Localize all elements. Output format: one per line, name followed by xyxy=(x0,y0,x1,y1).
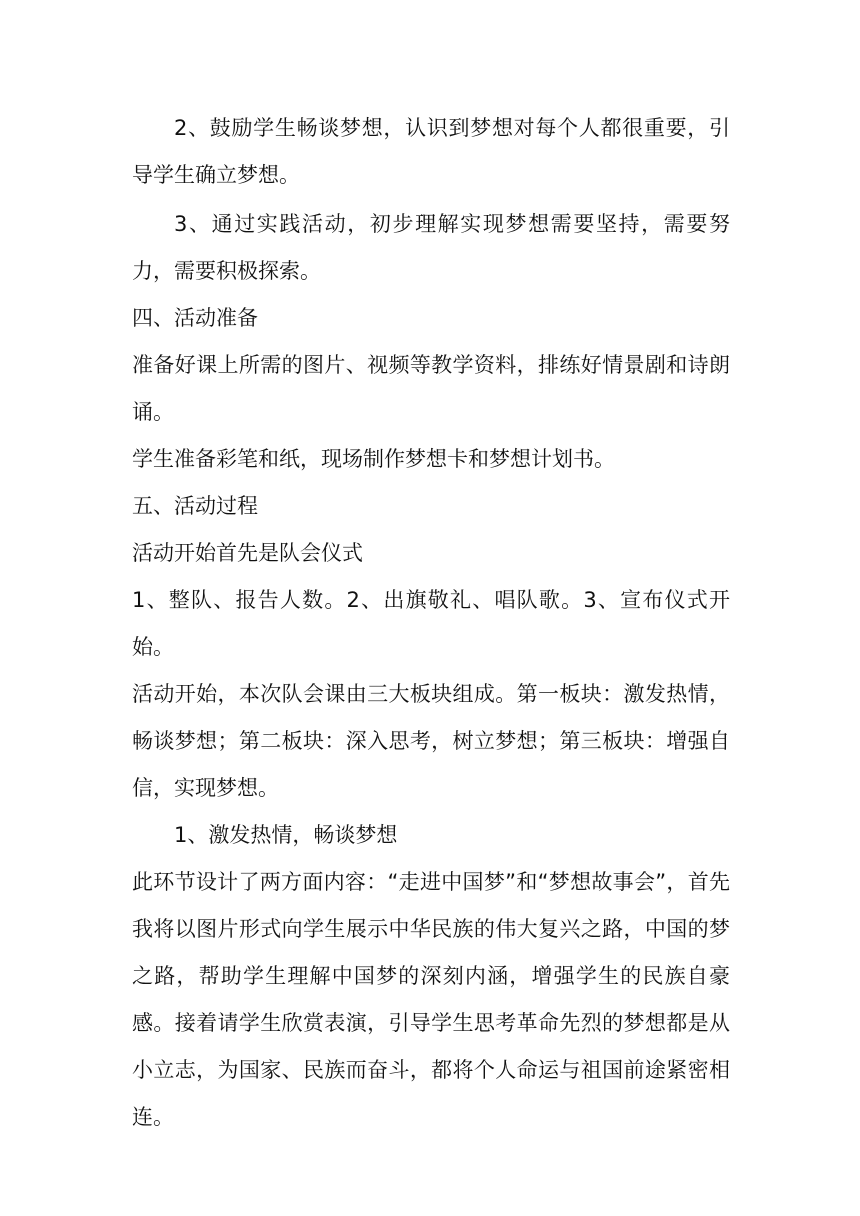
preparation-students: 学生准备彩笔和纸，现场制作梦想卡和梦想计划书。 xyxy=(132,447,615,471)
process-intro: 活动开始首先是队会仪式 xyxy=(132,541,363,565)
section-heading-process: 五、活动过程 xyxy=(132,494,258,518)
preparation-teacher: 准备好课上所需的图片、视频等教学资料，排练好情景剧和诗朗诵。 xyxy=(132,353,730,424)
goal-item-3: 3、通过实践活动，初步理解实现梦想需要坚持，需要努力，需要积极探索。 xyxy=(132,212,730,283)
goal-item-2: 2、鼓励学生畅谈梦想，认识到梦想对每个人都很重要，引导学生确立梦想。 xyxy=(132,116,730,187)
section-heading-preparation: 四、活动准备 xyxy=(132,306,258,330)
ceremony-steps: 1、整队、报告人数。2、出旗敬礼、唱队歌。3、宣布仪式开始。 xyxy=(132,588,730,659)
document-body xyxy=(132,105,730,1141)
activity-overview: 活动开始，本次队会课由三大板块组成。第一板块：激发热情，畅谈梦想；第二板块：深入思考，树立梦想；第三板块：增强自信，实现梦想。 xyxy=(132,682,730,800)
subsection-heading-1: 1、激发热情，畅谈梦想 xyxy=(174,823,398,847)
subsection-1-body: 此环节设计了两方面内容：“走进中国梦”和“梦想故事会”，首先我将以图片形式向学生展示中华民族的伟大复兴之路，中国的梦之路，帮助学生理解中国梦的深刻内涵，增强学生的民族自豪感。接着请学生欣赏表演，引导学生思考革命先烈的梦想都是从小立志，为国家、民族而奋斗，都将个人命运与祖国前途紧密相连。 xyxy=(132,870,730,1129)
